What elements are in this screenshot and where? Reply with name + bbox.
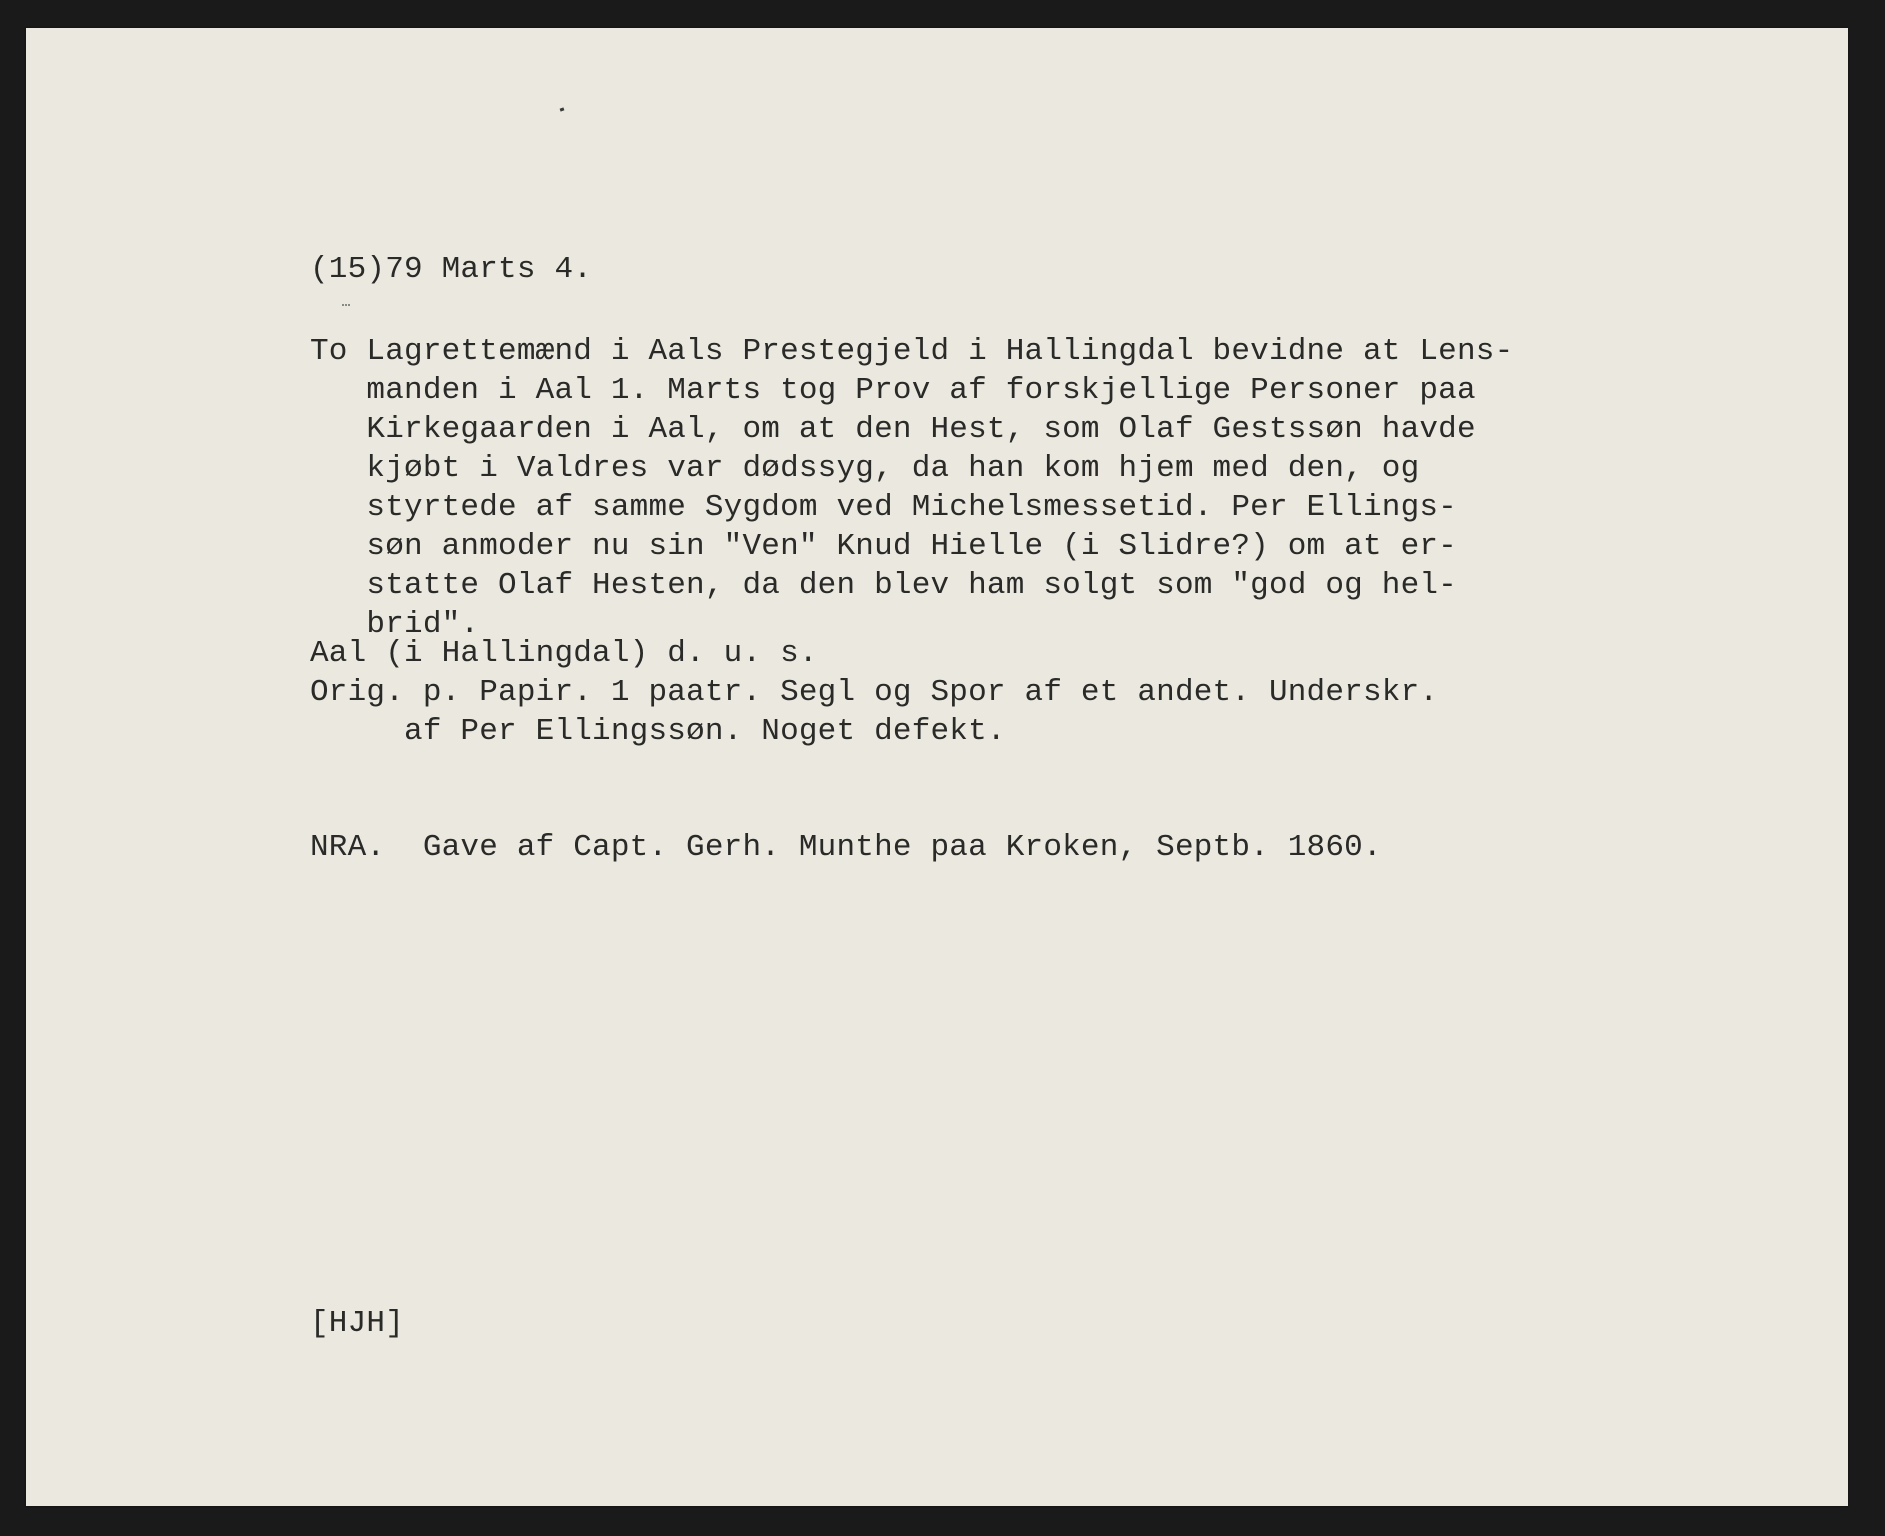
source-line: NRA. Gave af Capt. Gerh. Munthe paa Kroken, Septb. 1860.: [310, 830, 1382, 865]
original-line: af Per Ellingssøn. Noget defekt.: [310, 714, 1006, 749]
summary-line: styrtede af samme Sygdom ved Michelsmessetid. Per Ellings-: [310, 490, 1457, 525]
summary-line: kjøbt i Valdres var dødssyg, da han kom hjem med den, og: [310, 451, 1420, 486]
summary-line: statte Olaf Hesten, da den blev ham solgt som "god og hel-: [310, 568, 1457, 603]
summary-text: [310, 332, 1513, 644]
date-line: (15)79 Marts 4.: [310, 252, 593, 287]
summary-line: søn anmoder nu sin "Ven" Knud Hielle (i Slidre?) om at er-: [310, 529, 1457, 564]
original-line: Orig. p. Papir. 1 paatr. Segl og Spor af et andet. Underskr.: [310, 675, 1439, 710]
original-description: [310, 673, 1438, 751]
summary-line: Kirkegaarden i Aal, om at den Hest, som Olaf Gestssøn havde: [310, 412, 1476, 447]
ink-dots: [342, 304, 350, 308]
ink-speck: [560, 107, 565, 111]
archive-card: [26, 28, 1848, 1506]
summary-line: manden i Aal 1. Marts tog Prov af forskjellige Personer paa: [310, 373, 1476, 408]
place-date-line: Aal (i Hallingdal) d. u. s.: [310, 636, 818, 671]
transcriber-initials: [HJH]: [310, 1306, 405, 1341]
summary-line: brid".: [310, 607, 480, 642]
summary-line: To Lagrettemænd i Aals Prestegjeld i Hallingdal bevidne at Lens-: [310, 334, 1514, 369]
